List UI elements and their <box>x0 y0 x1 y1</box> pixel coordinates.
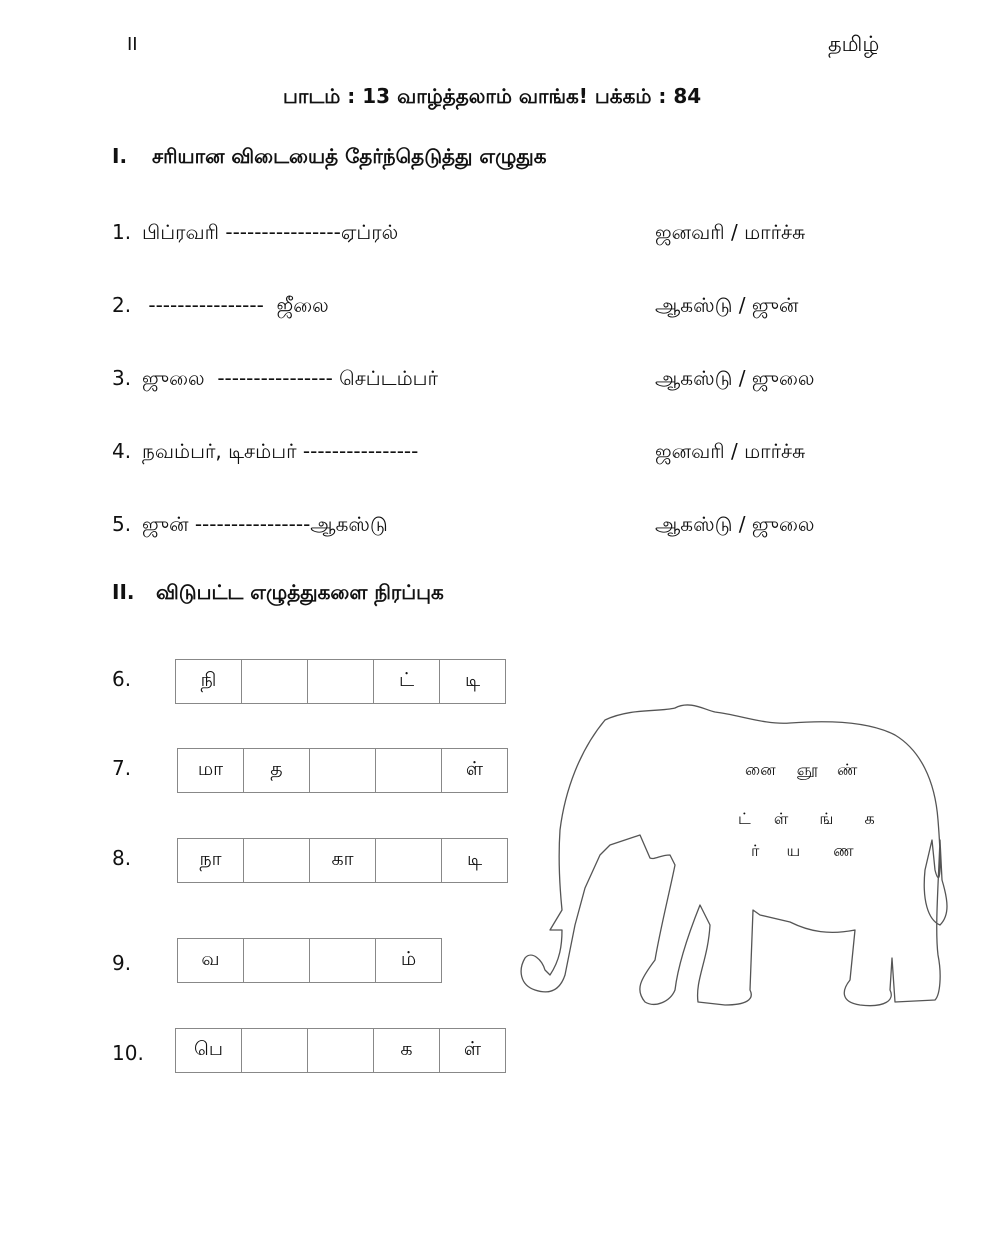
letter-cell[interactable]: நா <box>178 838 244 883</box>
letter-boxes-6 <box>175 659 506 704</box>
letter-cell[interactable] <box>376 748 442 793</box>
elephant-letters-row-3 <box>751 841 854 862</box>
letter-cell[interactable] <box>242 659 308 704</box>
question-4 <box>112 439 418 466</box>
letter-cell[interactable]: மா <box>178 748 244 793</box>
question-number: 5. <box>112 512 132 536</box>
question-2-options: ஆகஸ்டு / ஜுன் <box>655 293 799 317</box>
scrambled-letter: ண் <box>836 760 858 779</box>
row-6-number: 6. <box>112 667 132 691</box>
letter-cell[interactable]: ள் <box>440 1028 506 1073</box>
question-number: 2. <box>112 293 132 317</box>
row-7-number: 7. <box>112 756 132 780</box>
scrambled-letter: ஞூ <box>796 760 818 779</box>
section-2-title: விடுபட்ட எழுத்துகளை நிரப்புக <box>156 580 444 604</box>
scrambled-letter: ள் <box>773 809 789 828</box>
question-2 <box>112 293 329 320</box>
letter-cell[interactable]: நி <box>176 659 242 704</box>
letter-cell[interactable] <box>310 938 376 983</box>
letter-cell[interactable]: த <box>244 748 310 793</box>
page-mark: II <box>127 34 138 55</box>
row-10-number: 10. <box>112 1041 144 1065</box>
scrambled-letter: ட் <box>738 809 751 828</box>
letter-boxes-8 <box>177 838 508 883</box>
scrambled-letter: ண <box>833 841 854 860</box>
letter-cell[interactable] <box>244 838 310 883</box>
question-3 <box>112 366 438 393</box>
section-1-heading <box>112 144 546 171</box>
letter-cell[interactable]: வ <box>178 938 244 983</box>
letter-cell[interactable] <box>376 838 442 883</box>
lesson-title: பாடம் : 13 வாழ்த்தலாம் வாங்க! பக்கம் : 84 <box>283 84 702 108</box>
section-2-heading <box>112 580 444 607</box>
scrambled-letter: க <box>864 809 875 828</box>
scrambled-letter: னை <box>745 760 776 779</box>
section-1-number: I. <box>112 144 128 168</box>
subject-label: தமிழ் <box>828 32 880 56</box>
letter-cell[interactable]: ள் <box>442 748 508 793</box>
letter-cell[interactable]: ட் <box>374 659 440 704</box>
letter-cell[interactable] <box>310 748 376 793</box>
question-text: நவம்பர், டிசம்பர் ---------------- <box>142 439 419 463</box>
letter-cell[interactable]: ம் <box>376 938 442 983</box>
letter-boxes-10 <box>175 1028 506 1073</box>
section-2-number: II. <box>112 580 135 604</box>
question-number: 3. <box>112 366 132 390</box>
letter-cell[interactable] <box>308 659 374 704</box>
letter-cell[interactable]: க <box>374 1028 440 1073</box>
question-text: ஜுலை ---------------- செப்டம்பர் <box>142 366 439 390</box>
letter-cell[interactable] <box>308 1028 374 1073</box>
elephant-letters-row-2 <box>738 809 875 830</box>
question-number: 1. <box>112 220 132 244</box>
question-4-options: ஜனவரி / மார்ச்சு <box>655 439 806 463</box>
row-9-number: 9. <box>112 951 132 975</box>
question-text: ---------------- ஜீலை <box>142 293 329 317</box>
letter-cell[interactable]: டி <box>440 659 506 704</box>
question-5 <box>112 512 388 539</box>
row-8-number: 8. <box>112 846 132 870</box>
question-1 <box>112 220 398 247</box>
letter-boxes-9 <box>177 938 442 983</box>
letter-cell[interactable]: டி <box>442 838 508 883</box>
section-1-title: சரியான விடையைத் தேர்ந்தெடுத்து எழுதுக <box>152 144 547 168</box>
question-5-options: ஆகஸ்டு / ஜுலை <box>655 512 815 536</box>
letter-cell[interactable]: கா <box>310 838 376 883</box>
scrambled-letter: ங் <box>819 809 834 828</box>
question-3-options: ஆகஸ்டு / ஜுலை <box>655 366 815 390</box>
scrambled-letter: ர் <box>751 841 760 860</box>
question-number: 4. <box>112 439 132 463</box>
letter-boxes-7 <box>177 748 508 793</box>
question-text: பிப்ரவரி ----------------ஏப்ரல் <box>142 220 399 244</box>
elephant-outline-icon <box>510 690 970 1040</box>
letter-cell[interactable]: பெ <box>176 1028 242 1073</box>
question-text: ஜுன் ----------------ஆகஸ்டு <box>142 512 388 536</box>
letter-cell[interactable] <box>242 1028 308 1073</box>
letter-cell[interactable] <box>244 938 310 983</box>
question-1-options: ஜனவரி / மார்ச்சு <box>655 220 806 244</box>
scrambled-letter: ய <box>786 841 801 860</box>
elephant-letters-row-1 <box>745 760 857 781</box>
